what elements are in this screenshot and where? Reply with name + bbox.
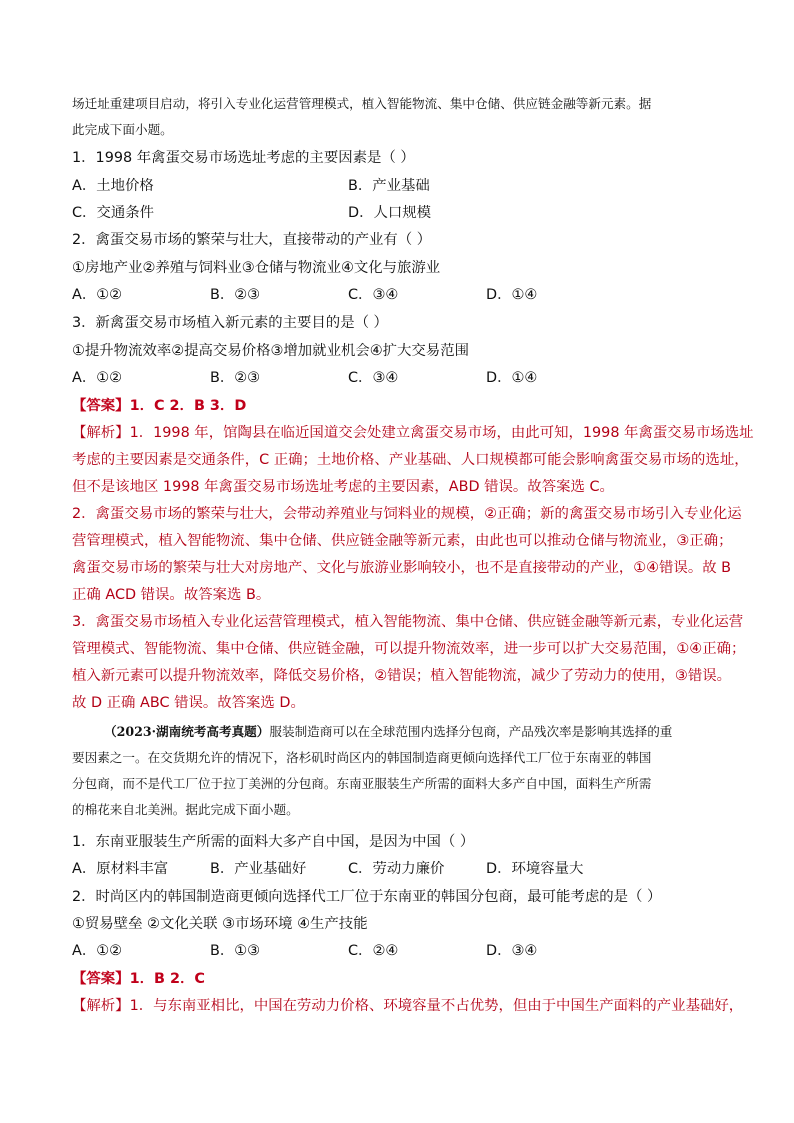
question-1-option-a: A．土地价格 [72,178,154,194]
question-1-stem: 1．1998 年禽蛋交易市场选址考虑的主要因素是（ ） [72,150,415,166]
question-2-items: ①房地产业②养殖与饲料业③仓储与物流业④文化与旅游业 [72,260,441,276]
answer-block-1: 【答案】1．C 2．B 3．D [72,398,247,414]
passage-2-line-4: 的棉花来自北美洲。据此完成下面小题。 [72,802,299,817]
question-5-items: ①贸易壁垒 ②文化关联 ③市场环境 ④生产技能 [72,916,368,932]
question-1-option-c: C．交通条件 [72,205,155,221]
question-5-stem: 2．时尚区内的韩国制造商更倾向选择代工厂位于东南亚的韩国分包商，最可能考虑的是（ ） [72,889,662,905]
question-4-stem: 1．东南亚服装生产所需的面料大多产自中国，是因为中国（ ） [72,834,475,850]
question-1-option-d: D．人口规模 [348,205,432,221]
explanation-1-line-10: 植入新元素可以提升物流效率，降低交易价格，②错误；植入智能物流，减少了劳动力的使用，③错误。 [72,668,731,684]
question-4-option-d: D．环境容量大 [486,861,584,877]
passage-2-text-1: 服装制造商可以在全球范围内选择分包商，产品残次率是影响其选择的重 [269,724,673,739]
question-5-option-c: C．②④ [348,943,399,959]
explanation-1-line-2: 考虑的主要因素是交通条件，C 正确；土地价格、产业基础、人口规模都可能会影响禽蛋交易市场的选址， [72,452,749,468]
question-5-option-b: B．①③ [210,943,261,959]
question-2-option-a: A．①② [72,287,123,303]
question-3-option-a: A．①② [72,370,123,386]
passage-2-line-2: 要因素之一。在交货期允许的情况下，洛杉矶时尚区内的韩国制造商更倾向选择代工厂位于东南亚的韩国 [72,750,652,765]
question-3-option-b: B．②③ [210,370,261,386]
explanation-1-line-9: 管理模式、智能物流、集中仓储、供应链金融，可以提升物流效率，进一步可以扩大交易范围，①④正确； [72,641,746,657]
question-4-option-c: C．劳动力廉价 [348,861,445,877]
explanation-1-line-3: 但不是该地区 1998 年禽蛋交易市场选址考虑的主要因素，ABD 错误。故答案选 C。 [72,479,614,495]
question-5-option-d: D．③④ [486,943,538,959]
explanation-2-line-1: 【解析】1．与东南亚相比，中国在劳动力价格、环境容量不占优势，但由于中国生产面料的产业基础好， [72,998,744,1014]
passage-2-line-1 [104,722,734,742]
passage-2-source: （2023·湖南统考高考真题） [104,724,270,739]
question-2-option-c: C．③④ [348,287,399,303]
intro-line-1: 场迁址重建项目启动，将引入专业化运营管理模式，植入智能物流、集中仓储、供应链金融等新元素。据 [72,96,652,111]
explanation-1-line-6: 禽蛋交易市场的繁荣与壮大对房地产、文化与旅游业影响较小，也不是直接带动的产业，①④错误。故 B [72,560,732,576]
explanation-1-line-4: 2．禽蛋交易市场的繁荣与壮大，会带动养殖业与饲料业的规模，②正确；新的禽蛋交易市场引入专业化运 [72,506,742,522]
answer-block-2: 【答案】1．B 2．C [72,971,205,987]
question-4-option-b: B．产业基础好 [210,861,307,877]
question-2-stem: 2．禽蛋交易市场的繁荣与壮大，直接带动的产业有（ ） [72,232,432,248]
explanation-1-line-7: 正确 ACD 错误。故答案选 B。 [72,587,271,603]
question-3-option-d: D．①④ [486,370,538,386]
question-3-items: ①提升物流效率②提高交易价格③增加就业机会④扩大交易范围 [72,343,469,359]
question-1-option-b: B．产业基础 [348,178,430,194]
question-5-option-a: A．①② [72,943,123,959]
explanation-1-line-8: 3．禽蛋交易市场植入专业化运营管理模式，植入智能物流、集中仓储、供应链金融等新元素，专业化运营 [72,614,744,630]
question-4-option-a: A．原材料丰富 [72,861,169,877]
explanation-1-line-11: 故 D 正确 ABC 错误。故答案选 D。 [72,695,305,711]
question-2-option-d: D．①④ [486,287,538,303]
explanation-1-line-1: 【解析】1．1998 年，馆陶县在临近国道交会处建立禽蛋交易市场，由此可知，1998 年禽蛋交易市场选址 [72,425,754,441]
explanation-1-line-5: 营管理模式，植入智能物流、集中仓储、供应链金融等新元素，由此也可以推动仓储与物流业，③正确； [72,533,733,549]
intro-line-2: 此完成下面小题。 [72,122,173,137]
passage-2-line-3: 分包商，而不是代工厂位于拉丁美洲的分包商。东南亚服装生产所需的面料大多产自中国，面料生产所需 [72,776,652,791]
question-3-stem: 3．新禽蛋交易市场植入新元素的主要目的是（ ） [72,315,388,331]
question-2-option-b: B．②③ [210,287,261,303]
question-3-option-c: C．③④ [348,370,399,386]
